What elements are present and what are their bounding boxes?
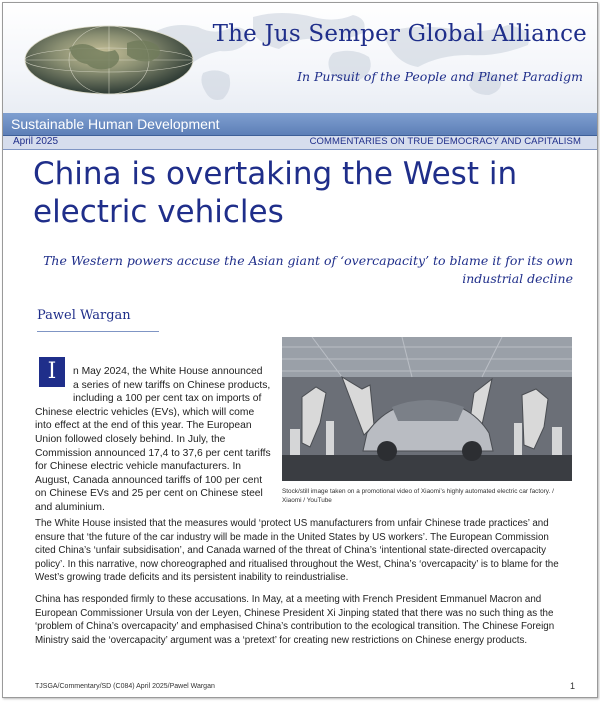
publication-date: April 2025 <box>13 136 59 147</box>
header-banner <box>3 3 597 113</box>
organization-tagline: In Pursuit of the People and Planet Paradigm <box>297 69 583 84</box>
lead-paragraph: n May 2024, the White House announced a series of new tariffs on Chinese products, including a 100 per cent tax on imports of Chinese electric vehicles (EVs), which will come into effect at the end of this year. The European Union followed closely behind. In July, the Commission announced 17,4 to 37,6 per cent tariffs for Chinese electric vehicle manufacturers. In August, Canada announced tariffs of 100 per cent on Chinese EVs and 25 per cent on Chinese steel and aluminium. <box>35 366 271 513</box>
article-author: Pawel Wargan <box>37 308 131 323</box>
factory-photo <box>282 337 572 481</box>
photo-caption: Stock/still image taken on a promotional video of Xiaomi’s highly automated electric car factory. / Xiaomi / YouTube <box>282 488 554 504</box>
article-subtitle: The Western powers accuse the Asian giant of ‘overcapacity’ to blame it for its own industrial decline <box>43 253 573 286</box>
organization-title: The Jus Semper Global Alliance <box>212 21 587 47</box>
drop-cap: I <box>39 357 65 387</box>
series-label: COMMENTARIES ON TRUE DEMOCRACY AND CAPITALISM <box>309 136 581 147</box>
factory-illustration <box>282 337 572 481</box>
footer-citation: TJSGA/Commentary/SD (C084) April 2025/Pawel Wargan <box>35 683 215 690</box>
body-paragraph-3: China has responded firmly to these accusations. In May, at a meeting with French President Emmanuel Macron and European Commissioner Ursula von der Leyen, Chinese President Xi Jinping stated that there was no such thing as the ‘problem of China’s overcapacity’ and emphasised China’s contribution to the ecological transition. The Chinese Foreign Ministry said the ‘overcapacity’ argument was a ‘pretext’ for creating new restrictions on Chinese energy products. <box>35 594 555 646</box>
article-title: China is overtaking the West in electric vehicles <box>33 156 518 230</box>
globe-logo <box>9 13 229 107</box>
section-bar <box>3 113 597 136</box>
page-number: 1 <box>569 681 575 691</box>
date-bar <box>3 136 597 150</box>
section-label: Sustainable Human Development <box>11 116 220 132</box>
document-page <box>2 2 598 698</box>
body-paragraph-2: The White House insisted that the measures would ‘protect US manufacturers from unfair Chinese trade practices’ and ensure that ‘the future of the car industry will be made in the United States by US workers’. The European Commission cited China’s ‘unfair subsidisation’, and Canada warned of the threat of China’s ‘intentional state-directed overcapacity policy’. In this narrative, now choreographed and ritualised throughout the West, China’s ‘overcapacity’ is to blame for the West’s growing trade deficits and its persistent inability to reindustrialise. <box>35 518 559 584</box>
author-divider <box>37 331 159 332</box>
